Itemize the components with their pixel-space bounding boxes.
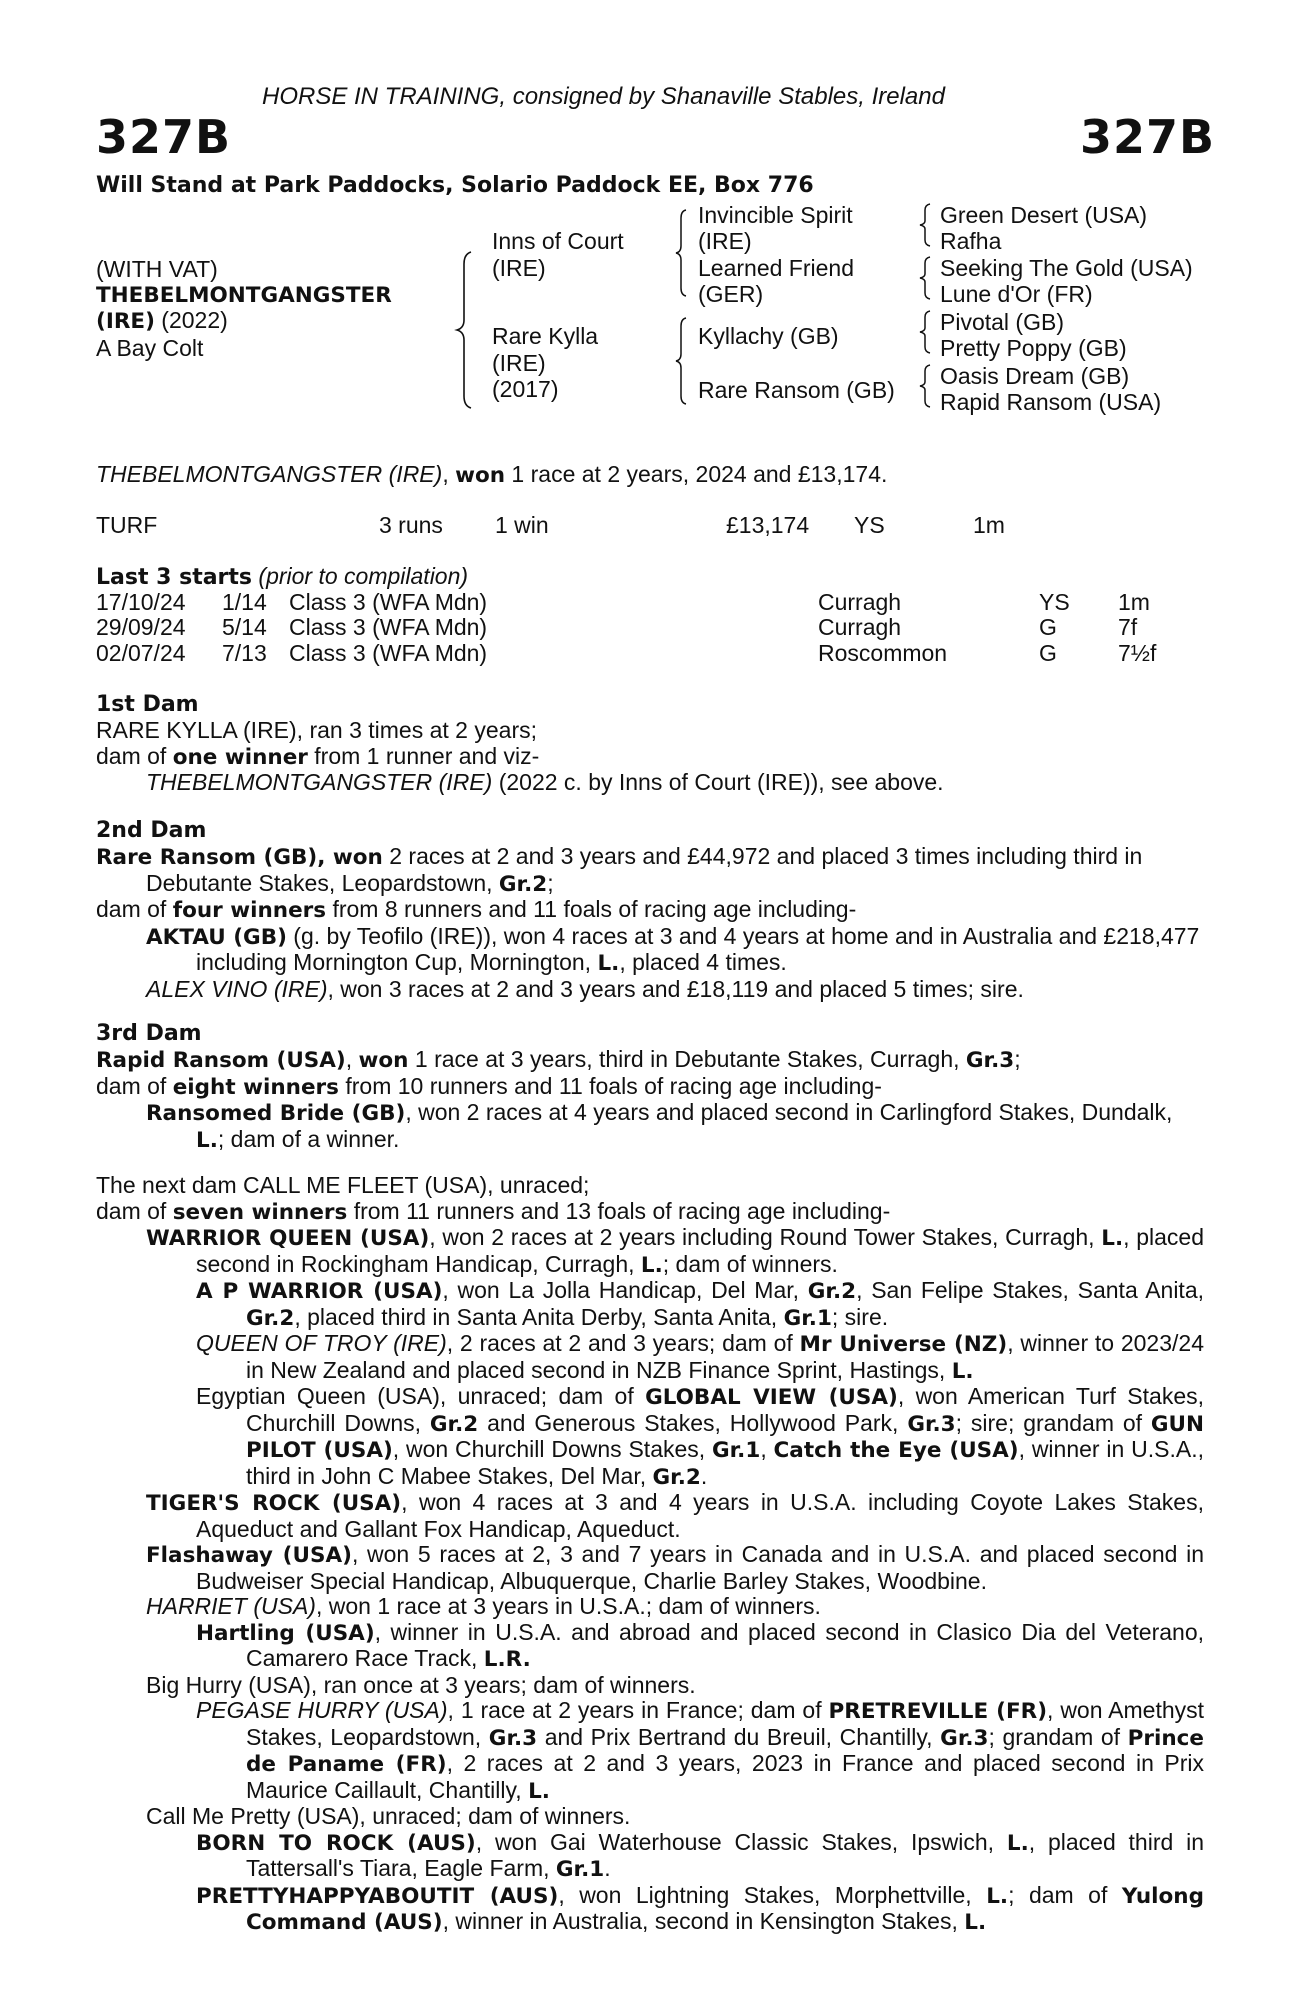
horse-name: QUEEN OF TROY (IRE) bbox=[196, 1330, 447, 1356]
grade: Gr.2 bbox=[246, 1305, 295, 1331]
grade: Gr.1 bbox=[712, 1438, 761, 1463]
grade: Gr.2 bbox=[807, 1279, 857, 1304]
text: ; sire. bbox=[831, 1303, 889, 1330]
first-dam-title: 1st Dam bbox=[96, 692, 199, 717]
dam-brace bbox=[674, 316, 688, 406]
winner-count: eight winners bbox=[172, 1074, 339, 1100]
text: , placed 4 times. bbox=[619, 949, 787, 975]
horse-country: (IRE) bbox=[96, 309, 155, 334]
gen3-4: Lune d'Or (FR) bbox=[940, 281, 1093, 307]
text: dam of bbox=[96, 742, 173, 769]
text: , won 5 races at 2, 3 and 7 years in Canada and in U.S.A. and placed second in Budweiser Special Handicap, Albuquerque, Charlie Barley Stakes, Woodbine. bbox=[196, 1541, 1204, 1594]
third-dam-title: 3rd Dam bbox=[96, 1021, 202, 1046]
start-going: G bbox=[1039, 614, 1057, 640]
grade: Gr.2 bbox=[498, 871, 548, 897]
horse-name: HARRIET (USA) bbox=[146, 1593, 316, 1619]
sire-dam-country: (GER) bbox=[698, 281, 764, 307]
won-label: won bbox=[358, 1048, 409, 1073]
first-dam-produce bbox=[96, 744, 1204, 771]
record-runs: 3 runs bbox=[379, 512, 443, 538]
text: , bbox=[345, 1046, 359, 1072]
horse-name: Mr Universe (NZ) bbox=[799, 1332, 1008, 1357]
start-position: 5/14 bbox=[222, 614, 267, 640]
text: Big Hurry (USA), ran once at 3 years; dam of winners. bbox=[146, 1671, 696, 1698]
second-dam-record bbox=[96, 844, 1204, 897]
third-dam-produce bbox=[96, 1074, 1204, 1101]
horse-name: PRETTYHAPPYABOUTIT (AUS) bbox=[196, 1883, 559, 1909]
second-dam-section bbox=[96, 818, 1204, 1002]
start-course: Roscommon bbox=[818, 640, 948, 666]
horse-name: PRETREVILLE (FR) bbox=[828, 1699, 1048, 1724]
last-starts-heading bbox=[96, 564, 468, 591]
start-course: Curragh bbox=[818, 589, 902, 615]
horse-name: BORN TO ROCK (AUS) bbox=[196, 1830, 476, 1856]
third-dam-section bbox=[96, 1021, 1204, 1153]
start-distance: 7½f bbox=[1118, 640, 1157, 666]
produce-entry bbox=[96, 1673, 1204, 1699]
text: and Prix Bertrand du Breuil, Chantilly, bbox=[537, 1723, 941, 1750]
text: , won Churchill Downs Stakes, bbox=[392, 1436, 712, 1462]
produce-entry bbox=[96, 977, 1204, 1003]
gen3-8: Rapid Ransom (USA) bbox=[940, 389, 1162, 415]
last-starts-title: Last 3 starts bbox=[96, 565, 253, 590]
produce-entry bbox=[96, 1490, 1204, 1542]
dam-dam: Rare Ransom (GB) bbox=[698, 377, 895, 403]
horse-name: A P WARRIOR (USA) bbox=[196, 1279, 443, 1304]
third-dam-record bbox=[96, 1047, 1204, 1074]
produce-entry bbox=[96, 1883, 1204, 1936]
text: . bbox=[604, 1855, 611, 1881]
produce-entry bbox=[96, 1331, 1204, 1384]
winner-count: four winners bbox=[172, 898, 327, 923]
produce-entry bbox=[96, 1542, 1204, 1594]
horse-name: Prince de Paname (FR) bbox=[246, 1725, 1205, 1777]
dam-country: (IRE) bbox=[492, 350, 546, 376]
text: , won 2 races at 2 years including Round Tower Stakes, Curragh, bbox=[429, 1224, 1102, 1250]
grade: L. bbox=[964, 1910, 987, 1935]
text: ; bbox=[547, 869, 554, 896]
grade: L. bbox=[951, 1358, 974, 1384]
dam-sire: Kyllachy (GB) bbox=[698, 323, 839, 349]
grade: Gr.3 bbox=[940, 1725, 989, 1751]
text: . bbox=[700, 1462, 708, 1489]
horse-name: Yulong Command (AUS) bbox=[246, 1883, 1205, 1935]
horse-name: GLOBAL VIEW (USA) bbox=[645, 1385, 898, 1410]
vat-note: (WITH VAT) bbox=[96, 256, 218, 282]
grade: L. bbox=[528, 1778, 550, 1804]
main-brace bbox=[455, 250, 475, 410]
grade: Gr.3 bbox=[965, 1048, 1015, 1073]
horse-name: ALEX VINO (IRE) bbox=[146, 975, 328, 1002]
text: , 2 races at 2 and 3 years; dam of bbox=[446, 1330, 800, 1356]
text: from 11 runners and 13 foals of racing age including- bbox=[347, 1197, 891, 1224]
record-surface: TURF bbox=[96, 512, 158, 538]
start-date: 17/10/24 bbox=[96, 589, 186, 615]
start-distance: 7f bbox=[1118, 614, 1138, 640]
text: , 2 races at 2 and 3 years, 2023 in France and placed second in Prix Maurice Caillault, Chantilly, bbox=[246, 1750, 1204, 1803]
horse-description: A Bay Colt bbox=[96, 335, 204, 361]
start-going: G bbox=[1039, 640, 1057, 666]
horse-country-line bbox=[96, 308, 228, 334]
horse-name: Flashaway (USA) bbox=[146, 1543, 352, 1568]
sire-country: (IRE) bbox=[492, 255, 546, 281]
horse-name: GUN PILOT (USA) bbox=[246, 1411, 1205, 1463]
summary-horse: THEBELMONTGANGSTER (IRE) bbox=[96, 461, 443, 487]
text: , won Gai Waterhouse Classic Stakes, Ipswich, bbox=[475, 1828, 1007, 1855]
text: , winner in U.S.A., third in John C Mabee Stakes, Del Mar, bbox=[246, 1436, 1204, 1489]
second-dam-title: 2nd Dam bbox=[96, 818, 207, 843]
text: , winner in Australia, second in Kensington Stakes, bbox=[442, 1908, 965, 1934]
dam-name: Rapid Ransom (USA) bbox=[96, 1048, 346, 1073]
grade: L. bbox=[196, 1127, 218, 1153]
grade: Gr.1 bbox=[555, 1857, 605, 1882]
text: , winner in U.S.A. and abroad and placed second in Clasico Dia del Veterano, Camarero Race Track, bbox=[246, 1618, 1204, 1671]
next-dam-line: The next dam CALL ME FLEET (USA), unraced; bbox=[96, 1172, 590, 1198]
start-race: Class 3 (WFA Mdn) bbox=[289, 589, 488, 615]
start-race: Class 3 (WFA Mdn) bbox=[289, 640, 488, 666]
dam-name: Rare Kylla bbox=[492, 323, 599, 349]
produce-entry bbox=[96, 1225, 1204, 1278]
text: , winner to 2023/24 in New Zealand and placed second in NZB Finance Sprint, Hastings, bbox=[246, 1330, 1204, 1383]
lot-number-left: 327B bbox=[96, 110, 232, 164]
last-starts-note: (prior to compilation) bbox=[252, 563, 469, 589]
text: , placed third in Tattersall's Tiara, Eagle Farm, bbox=[246, 1828, 1204, 1881]
grade: Gr.2 bbox=[429, 1411, 479, 1437]
text: , won La Jolla Handicap, Del Mar, bbox=[442, 1277, 808, 1303]
start-course: Curragh bbox=[818, 614, 902, 640]
text: ; bbox=[1014, 1046, 1021, 1072]
gen3-3: Seeking The Gold (USA) bbox=[940, 255, 1193, 281]
gen3-brace-1 bbox=[918, 202, 932, 248]
grade: L. bbox=[597, 951, 620, 976]
lot-number-right: 327B bbox=[1080, 110, 1216, 164]
text: (g. by Teofilo (IRE)), won 4 races at 3 and 4 years at home and in Australia and £218,477 including Mornington Cup, Mornington, bbox=[196, 922, 1200, 975]
sire-dam: Learned Friend bbox=[698, 255, 854, 281]
grade: Gr.3 bbox=[488, 1725, 538, 1751]
text: , won 3 races at 2 and 3 years and £18,119 and placed 5 times; sire. bbox=[327, 975, 1024, 1002]
grade: L. bbox=[1006, 1830, 1029, 1856]
text: , won Lightning Stakes, Morphettville, bbox=[558, 1881, 987, 1908]
record-wins: 1 win bbox=[495, 512, 549, 538]
grade: L.R. bbox=[483, 1647, 531, 1672]
text: ; sire; grandam of bbox=[955, 1409, 1151, 1436]
race-summary: THEBELMONTGANGSTER (IRE), won 1 race at 2 years, 2024 and £13,174. bbox=[96, 461, 888, 488]
foal-name: THEBELMONTGANGSTER (IRE) bbox=[146, 769, 493, 795]
next-dam-section bbox=[96, 1173, 1204, 1936]
text: ; dam of winners. bbox=[662, 1250, 838, 1277]
text: ; dam of bbox=[1008, 1881, 1122, 1908]
record-distance: 1m bbox=[973, 512, 1005, 538]
text: 1 race at 3 years, third in Debutante Stakes, Curragh, bbox=[408, 1046, 966, 1072]
horse-name: AKTAU (GB) bbox=[146, 924, 287, 950]
start-date: 02/07/24 bbox=[96, 640, 186, 666]
horse-name: TIGER'S ROCK (USA) bbox=[146, 1491, 402, 1516]
first-dam-line: RARE KYLLA (IRE), ran 3 times at 2 years; bbox=[96, 717, 537, 743]
text: , won 1 race at 3 years in U.S.A.; dam of winners. bbox=[315, 1593, 821, 1619]
start-position: 7/13 bbox=[222, 640, 267, 666]
gen3-7: Oasis Dream (GB) bbox=[940, 363, 1130, 389]
horse-name-line bbox=[96, 282, 392, 308]
text: , San Felipe Stakes, Santa Anita, bbox=[856, 1277, 1205, 1303]
text: dam of bbox=[96, 1072, 173, 1099]
start-date: 29/09/24 bbox=[96, 614, 186, 640]
produce-entry bbox=[96, 1594, 1204, 1620]
start-position: 1/14 bbox=[222, 589, 267, 615]
text: and Generous Stakes, Hollywood Park, bbox=[478, 1409, 908, 1436]
produce-entry bbox=[96, 1620, 1204, 1673]
text: , won 4 races at 3 and 4 years in U.S.A. including Coyote Lakes Stakes, Aqueduct and Gallant Fox Handicap, Aqueduct. bbox=[196, 1489, 1204, 1542]
grade: Gr.1 bbox=[783, 1305, 832, 1331]
first-dam-section bbox=[96, 692, 1204, 796]
produce-entry bbox=[96, 1384, 1204, 1490]
grade: L. bbox=[640, 1252, 663, 1278]
sire-sire: Invincible Spirit bbox=[698, 202, 853, 228]
horse-name: PEGASE HURRY (USA) bbox=[196, 1697, 448, 1723]
next-dam-produce bbox=[96, 1199, 1204, 1226]
winner-count: one winner bbox=[172, 744, 308, 770]
gen3-brace-4 bbox=[918, 363, 932, 409]
text: , placed third in Santa Anita Derby, Santa Anita, bbox=[294, 1303, 784, 1330]
grade: Gr.3 bbox=[907, 1411, 956, 1437]
produce-entry bbox=[96, 1698, 1204, 1804]
produce-entry bbox=[96, 1100, 1204, 1153]
text: , won Amethyst Stakes, Leopardstown, bbox=[246, 1697, 1205, 1750]
grade: L. bbox=[1101, 1226, 1124, 1251]
record-going: YS bbox=[854, 512, 885, 538]
horse-name: WARRIOR QUEEN (USA) bbox=[146, 1226, 430, 1251]
text: Egyptian Queen (USA), unraced; dam of bbox=[196, 1383, 646, 1409]
winner-count: seven winners bbox=[172, 1199, 348, 1225]
first-dam-foal bbox=[96, 770, 1204, 796]
horse-year: (2022) bbox=[154, 307, 228, 333]
gen3-1: Green Desert (USA) bbox=[940, 202, 1148, 228]
location-line: Will Stand at Park Paddocks, Solario Paddock EE, Box 776 bbox=[96, 173, 814, 198]
grade: Gr.2 bbox=[652, 1464, 701, 1490]
sire-sire-country: (IRE) bbox=[698, 228, 752, 254]
horse-name: THEBELMONTGANGSTER bbox=[96, 283, 392, 308]
gen3-brace-3 bbox=[918, 309, 932, 355]
gen3-2: Rafha bbox=[940, 228, 1002, 254]
text: , 1 race at 2 years in France; dam of bbox=[447, 1697, 829, 1723]
consignor-line: HORSE IN TRAINING, consigned by Shanaville Stables, Ireland bbox=[262, 83, 945, 110]
sire-name: Inns of Court bbox=[492, 228, 624, 254]
text: dam of bbox=[96, 1197, 173, 1224]
produce-entry bbox=[96, 1278, 1204, 1331]
gen3-5: Pivotal (GB) bbox=[940, 309, 1064, 335]
summary-text: 1 race at 2 years, 2024 and £13,174. bbox=[505, 461, 888, 487]
text: Call Me Pretty (USA), unraced; dam of winners. bbox=[146, 1803, 631, 1829]
start-going: YS bbox=[1039, 589, 1070, 615]
text: 2 races at 2 and 3 years and £44,972 and placed 3 times including third in Debutante Stakes, Leopardstown, bbox=[146, 843, 1143, 896]
record-prize: £13,174 bbox=[726, 512, 810, 538]
text: from 8 runners and 11 foals of racing age including- bbox=[326, 896, 857, 922]
text: ; dam of a winner. bbox=[217, 1125, 400, 1152]
horse-name: Ransomed Bride (GB) bbox=[146, 1101, 406, 1126]
text: ; grandam of bbox=[988, 1723, 1128, 1750]
gen3-brace-2 bbox=[918, 255, 932, 301]
produce-entry bbox=[96, 1804, 1204, 1830]
produce-entry bbox=[96, 1830, 1204, 1883]
horse-name: Catch the Eye (USA) bbox=[773, 1438, 1019, 1463]
dam-name: Rare Ransom (GB), won bbox=[96, 845, 383, 870]
start-distance: 1m bbox=[1118, 589, 1150, 615]
horse-name: Hartling (USA) bbox=[196, 1620, 375, 1646]
second-dam-produce bbox=[96, 897, 1204, 924]
gen3-6: Pretty Poppy (GB) bbox=[940, 335, 1127, 361]
text: from 1 runner and viz- bbox=[307, 742, 540, 769]
text: dam of bbox=[96, 896, 173, 922]
text: , won American Turf Stakes, Churchill Downs, bbox=[246, 1383, 1204, 1436]
produce-entry bbox=[96, 924, 1204, 977]
dam-year: (2017) bbox=[492, 376, 559, 402]
text: , bbox=[760, 1436, 774, 1462]
text: , won 2 races at 4 years and placed second in Carlingford Stakes, Dundalk, bbox=[405, 1099, 1173, 1125]
text: , placed second in Rockingham Handicap, Curragh, bbox=[196, 1224, 1205, 1277]
start-race: Class 3 (WFA Mdn) bbox=[289, 614, 488, 640]
summary-won: won bbox=[455, 463, 506, 488]
grade: L. bbox=[986, 1883, 1009, 1909]
sire-brace bbox=[674, 208, 688, 298]
text: (2022 c. by Inns of Court (IRE)), see above. bbox=[492, 769, 944, 795]
text: from 10 runners and 11 foals of racing age including- bbox=[338, 1072, 882, 1099]
